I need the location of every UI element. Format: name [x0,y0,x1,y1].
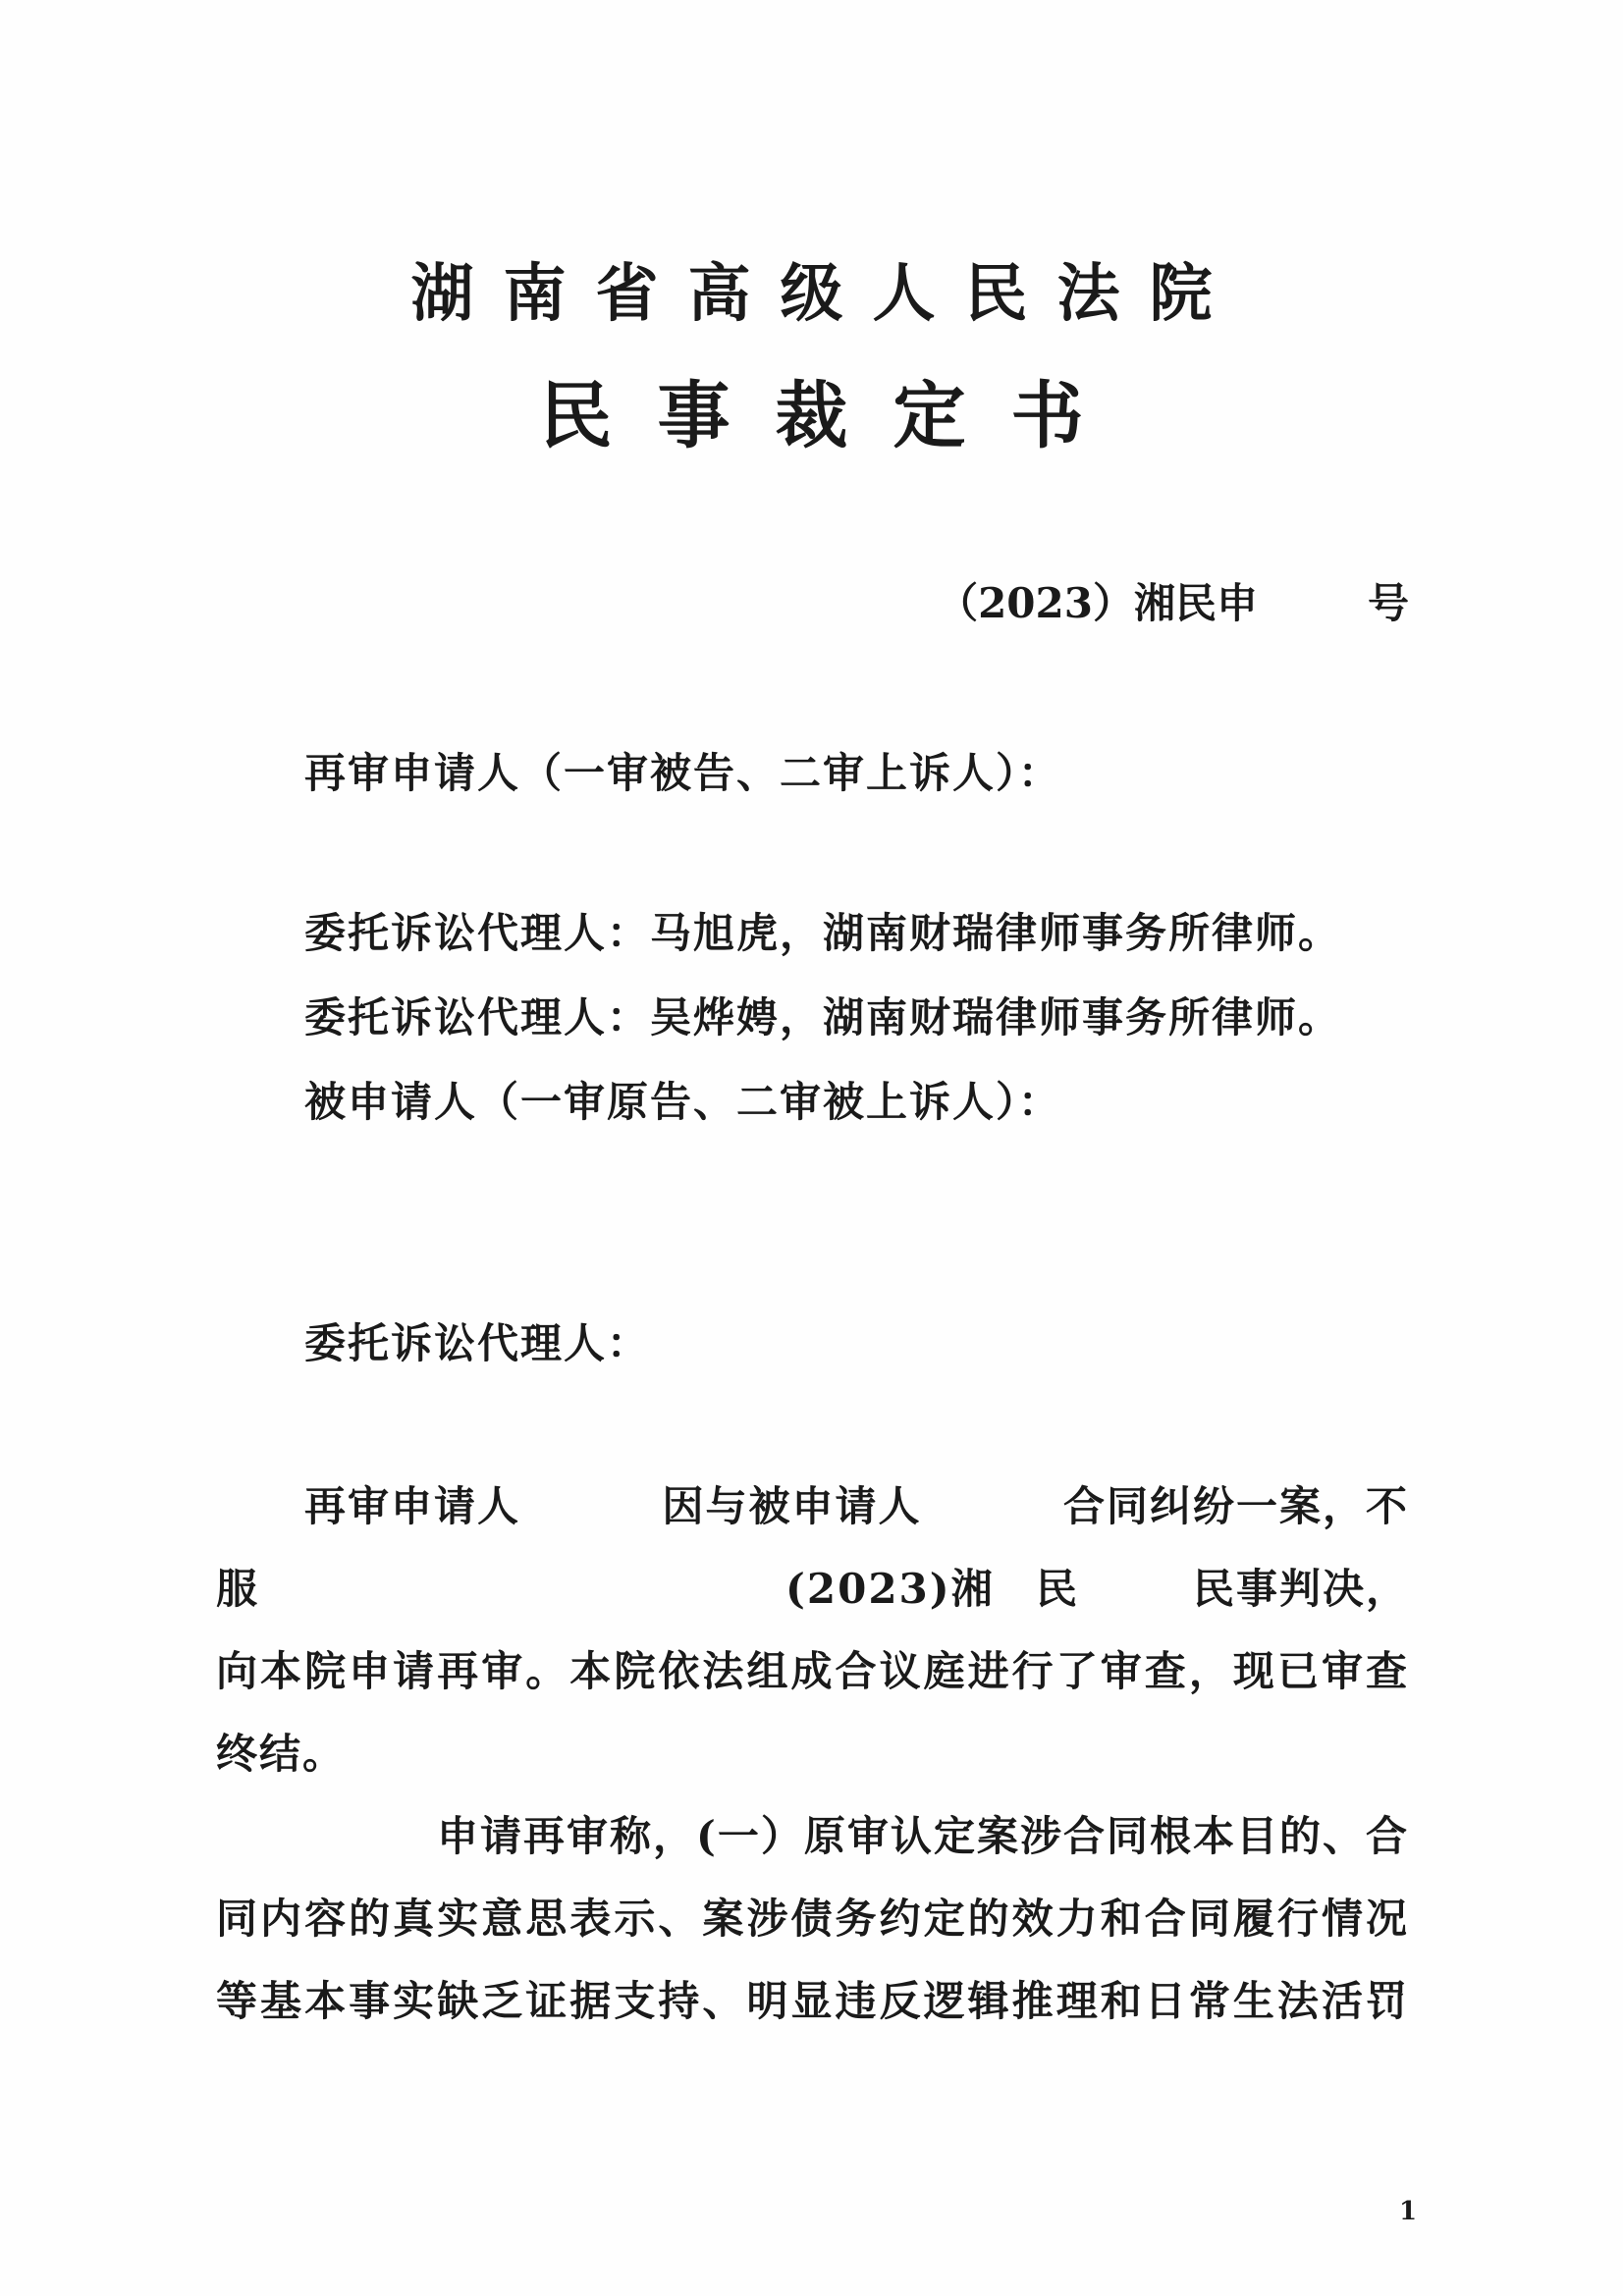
case-number [937,571,1409,630]
applicant-agent-1: 委托诉讼代理人：马旭虎，湖南财瑞律师事务所律师。 [304,909,1342,957]
text-segment: 民 [1036,1565,1080,1613]
redacted-area [939,1474,1047,1475]
court-name: 湖南省高级人民法院 [410,257,1242,331]
case-number-prefix: （2023）湘民申 [937,579,1258,627]
text-segment: 再审申请人 [304,1482,521,1530]
text-segment: (2023)湘 [785,1565,995,1613]
page-number: 1 [1399,2197,1418,2226]
text-segment: 民事判决， [1192,1565,1409,1613]
paragraph-1-line-2 [216,1557,1409,1616]
applicant-label: 再审申请人（一审被告、二审上诉人）： [304,749,1062,797]
paragraph-2-line-3: 等基本事实缺乏证据支持、明显违反逻辑推理和日常生法活罚 [216,1977,1409,2025]
paragraph-1-line-4: 终结。 [216,1730,347,1778]
text-segment: 合同纠纷一案，不 [1062,1482,1409,1530]
document-type: 民事裁定书 [539,374,1129,458]
text-segment: 服 [216,1565,260,1613]
paragraph-2-line-1: 申请再审称，(一）原审认定案涉合同根本目的、合 [437,1812,1409,1860]
respondent-label: 被申请人（一审原告、二审被上诉人）： [304,1078,1062,1126]
text-segment: 因与被申请人 [662,1482,922,1530]
applicant-agent-2: 委托诉讼代理人：吴烨娉，湖南财瑞律师事务所律师。 [304,993,1342,1041]
redacted-area [537,1474,645,1475]
paragraph-1-line-1 [304,1474,1409,1533]
respondent-agent-label: 委托诉讼代理人： [304,1319,651,1367]
redacted-area [1258,616,1368,617]
paragraph-2-line-2: 同内容的真实意思表示、案涉债务约定的效力和合同履行情况 [216,1895,1409,1943]
case-number-suffix: 号 [1367,579,1409,627]
paragraph-1-line-3: 向本院申请再审。本院依法组成合议庭进行了审查，现已审查 [216,1647,1409,1695]
